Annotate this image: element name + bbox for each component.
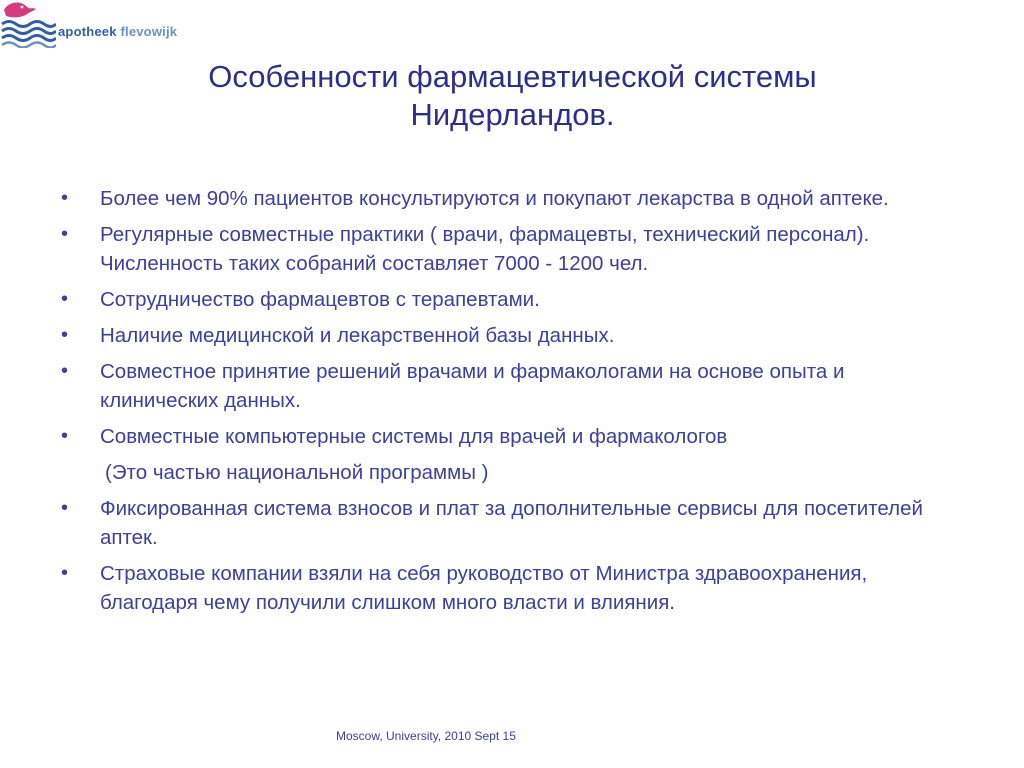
title-line-2: Нидерландов. (410, 97, 615, 132)
title-line-1: Особенности фармацевтической системы (208, 59, 817, 94)
logo-word-flevowijk: flevowijk (120, 24, 178, 39)
bullet-item: • Совместные компьютерные системы для врачей и фармакологов (58, 422, 958, 451)
bullet-item: • Регулярные совместные практики ( врачи, фармацевты, технический персонал). Численность таких собраний составляет 7000 - 1200 чел. (58, 220, 958, 278)
bullet-item: • Наличие медицинской и лекарственной базы данных. (58, 321, 958, 350)
bullet-item: • Фиксированная система взносов и плат за дополнительные сервисы для посетителей аптек. (58, 494, 958, 552)
bullet-note: (Это частью национальной программы ) (105, 461, 489, 484)
bullet-item: • Совместное принятие решений врачами и фармакологами на основе опыта и клинических данных. (58, 357, 958, 415)
logo-word-apotheek: apotheek (58, 24, 117, 39)
bullet-item: • Более чем 90% пациентов консультируются и покупают лекарства в одной аптеке. (58, 184, 958, 213)
bullet-list (58, 184, 958, 624)
footer-text: Moscow, University, 2010 Sept 15 (336, 729, 516, 743)
slide-title (150, 58, 875, 134)
bullet-item: • Сотрудничество фармацевтов с терапевтами. (58, 285, 958, 314)
wave-bird-logo-icon (0, 0, 56, 48)
logo-text (58, 24, 177, 39)
logo (0, 0, 200, 50)
bullet-item: • Страховые компании взяли на себя руководство от Министра здравоохранения, благодаря чему получили слишком много власти и влияния. (58, 559, 958, 617)
